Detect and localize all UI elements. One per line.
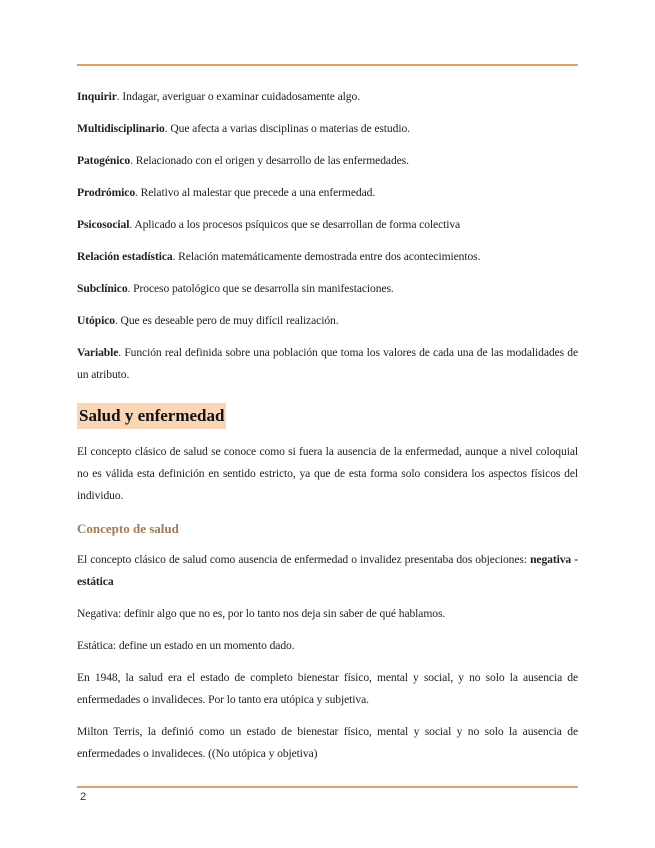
definition-item: Multidisciplinario. Que afecta a varias disciplinas o materias de estudio. bbox=[77, 122, 410, 135]
definition-item: Psicosocial. Aplicado a los procesos psíquicos que se desarrollan de forma colectiva bbox=[77, 218, 461, 231]
intro-paragraph: El concepto clásico de salud se conoce como si fuera la ausencia de la enfermedad, aunque a nivel coloquial no es válida esta definición en sentido estricto, ya que de esta forma solo considera los aspectos físicos del individuo. bbox=[77, 445, 578, 502]
paragraph: Milton Terris, la definió como un estado de bienestar físico, mental y social y no solo la ausencia de enfermedades o invalideces. ((No utópica y objetiva) bbox=[77, 725, 578, 760]
definition-item: Utópico. Que es deseable pero de muy difícil realización. bbox=[77, 314, 339, 327]
paragraph: Estática: define un estado en un momento dado. bbox=[77, 639, 295, 652]
page-number: 2 bbox=[80, 791, 87, 803]
definition-item: Prodrómico. Relativo al malestar que precede a una enfermedad. bbox=[77, 186, 376, 199]
objections-paragraph: El concepto clásico de salud como ausencia de enfermedad o invalidez presentaba dos objeciones: negativa - estática bbox=[77, 553, 578, 588]
definition-item: Subclínico. Proceso patológico que se desarrolla sin manifestaciones. bbox=[77, 282, 394, 295]
definition-item: Relación estadística. Relación matemáticamente demostrada entre dos acontecimientos. bbox=[77, 250, 481, 263]
definition-item: Inquirir. Indagar, averiguar o examinar cuidadosamente algo. bbox=[77, 90, 360, 103]
paragraph: Negativa: definir algo que no es, por lo tanto nos deja sin saber de qué hablamos. bbox=[77, 607, 446, 620]
definition-item: Patogénico. Relacionado con el origen y desarrollo de las enfermedades. bbox=[77, 154, 409, 167]
footer-rule bbox=[77, 786, 578, 788]
definition-item: Variable. Función real definida sobre una población que toma los valores de cada una de las modalidades de un atributo. bbox=[77, 346, 578, 381]
subsection-heading: Concepto de salud bbox=[77, 521, 179, 536]
section-heading: Salud y enfermedad bbox=[77, 403, 226, 429]
paragraph: En 1948, la salud era el estado de completo bienestar físico, mental y social, y no solo la ausencia de enfermedades o invalideces. Por lo tanto era utópica y subjetiva. bbox=[77, 671, 578, 706]
document-body bbox=[77, 86, 578, 775]
header-rule bbox=[77, 64, 578, 66]
